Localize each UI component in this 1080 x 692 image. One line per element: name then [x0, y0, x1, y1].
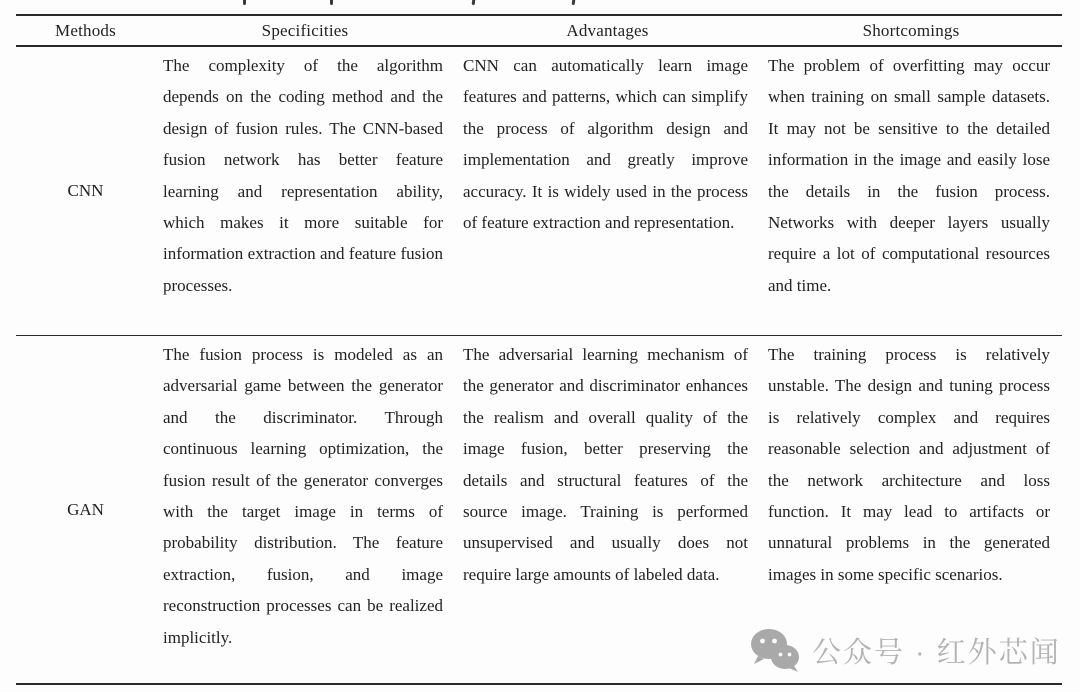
caption-descender-fragment: [330, 0, 333, 5]
advantages-cell: The adversarial learning mechanism of the generator and discriminator enhances the realism and overall quality of the image fusion, better preserving the details and structural features of the source image. Training is performed unsupervised and usually does not require large amounts of labeled data.: [463, 345, 748, 584]
column-header-advantages: Advantages: [566, 20, 649, 40]
column-header-shortcomings: Shortcomings: [862, 20, 960, 40]
shortcomings-cell: The training process is relatively unstable. The design and tuning process is relatively complex and requires reasonable selection and adjustment of the network architecture and loss function. It may lead to artifacts or unnatural problems in the generated images in some specific scenarios.: [768, 345, 1050, 584]
advantages-cell: CNN can automatically learn image features and patterns, which can simplify the process of algorithm design and implementation and greatly improve accuracy. It is widely used in the process of feature extraction and representation.: [463, 56, 748, 233]
table-row-cnn: [16, 47, 1062, 336]
caption-descender-fragment: [472, 0, 475, 5]
column-header-specificities: Specificities: [261, 20, 349, 40]
methods-comparison-table: [16, 14, 1062, 685]
caption-descender-fragment: [243, 0, 246, 5]
watermark-text: 公众号 · 红外芯闻: [812, 636, 1061, 669]
caption-descender-fragment: [572, 0, 575, 5]
shortcomings-cell: The problem of overfitting may occur when training on small sample datasets. It may not be sensitive to the detailed information in the image and easily lose the details in the fusion process. Networks with deeper layers usually require a lot of computational resources and time.: [768, 56, 1050, 295]
wechat-icon: [750, 628, 800, 672]
method-name-cell: GAN: [67, 499, 104, 519]
clipped-caption-fragments: [0, 0, 1080, 7]
table-header-row: [16, 16, 1062, 47]
specificities-cell: The complexity of the algorithm depends on the coding method and the design of fusion rules. The CNN-based fusion network has better feature learning and representation ability, which makes it more suitable for information extraction and feature fusion processes.: [163, 56, 443, 295]
watermark: [750, 628, 1061, 672]
method-name-cell: CNN: [67, 181, 104, 200]
specificities-cell: The fusion process is modeled as an adversarial game between the generator and the discriminator. Through continuous learning optimization, the fusion result of the generator converges with the target image in terms of probability distribution. The feature extraction, fusion, and image reconstruction processes can be realized implicitly.: [163, 345, 443, 647]
column-header-methods: Methods: [55, 20, 116, 40]
